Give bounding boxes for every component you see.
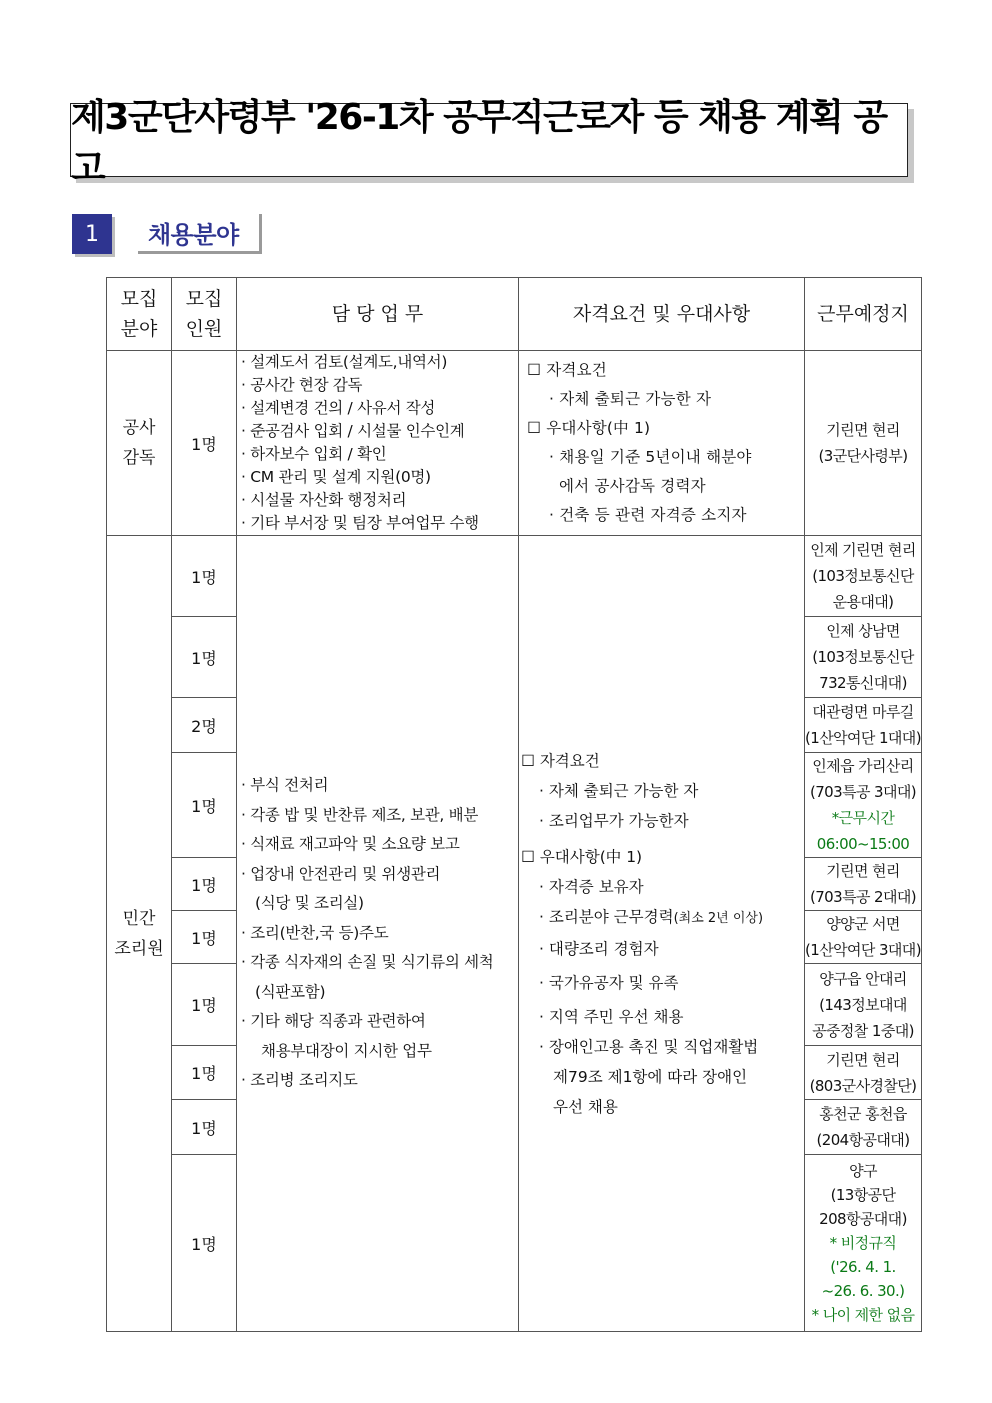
count-cell: 1명 — [172, 858, 237, 911]
table-row-construction — [107, 351, 922, 536]
field-cell: 민간 조리원 — [107, 536, 172, 1332]
header-location: 근무예정지 — [805, 278, 922, 351]
header-row — [107, 278, 922, 351]
count-cell: 1명 — [172, 1155, 237, 1332]
count-cell: 1명 — [172, 1046, 237, 1100]
location-cell: 양구읍 안대리 (143정보대대 공중정찰 1중대) — [805, 964, 922, 1046]
recruitment-table — [106, 277, 922, 1332]
section-label-box — [138, 214, 262, 254]
location-cell: 양양군 서면 (1산악여단 3대대) — [805, 911, 922, 964]
count-cell: 1명 — [172, 753, 237, 858]
header-qual: 자격요건 및 우대사항 — [519, 278, 805, 351]
duty-cell: · 부식 전처리 · 각종 밥 및 반찬류 제조, 보관, 배분 · 식재료 재고파악 및 소요량 보고 · 업장내 안전관리 및 위생관리 (식당 및 조리실) · 조리(반찬,국 등)주도 · 각종 식자재의 손질 및 식기류의 세척 (식판포함) · 기타 해당 직종과 관련하여 채용부대장이 지시한 업무 · 조리병 조리지도 — [237, 536, 519, 1332]
section-label: 채용분야 — [148, 221, 239, 249]
location-cell: 인제읍 가리산리 (703특공 3대대) *근무시간 06:00~15:00 — [805, 753, 922, 858]
header-field: 모집 분야 — [107, 278, 172, 351]
count-cell: 1명 — [172, 536, 237, 617]
location-cell: 기린면 현리 (703특공 2대대) — [805, 858, 922, 911]
location-cell: 양구 (13항공단 208항공대대) * 비정규직 ('26. 4. 1. ~26. 6. 30.) * 나이 제한 없음 — [805, 1155, 922, 1332]
location-cell: 인제 상남면 (103정보통신단 732통신대대) — [805, 617, 922, 698]
table-row-cook-1 — [107, 536, 922, 617]
header-duty: 담 당 업 무 — [237, 278, 519, 351]
location-cell: 인제 기린면 현리 (103정보통신단 운용대대) — [805, 536, 922, 617]
qual-cell: ☐ 자격요건 · 자체 출퇴근 가능한 자 · 조리업무가 가능한자 ☐ 우대사항(中 1) · 자격증 보유자 · 조리분야 근무경력(최소 2년 이상) · 대량조리 경험자 · 국가유공자 및 유족 · 지역 주민 우선 채용 · 장애인고용 촉진 및 직업재활법 제79조 제1항에 따라 장애인 우선 채용 — [519, 536, 805, 1332]
count-cell: 1명 — [172, 964, 237, 1046]
location-cell: 홍천군 홍천읍 (204항공대대) — [805, 1100, 922, 1155]
page-title: 제3군단사령부 '26-1차 공무직근로자 등 채용 계획 공고 — [71, 97, 887, 189]
location-cell: 기린면 현리 (3군단사령부) — [805, 351, 922, 536]
count-cell: 1명 — [172, 617, 237, 698]
section-number — [72, 214, 112, 254]
location-cell: 기린면 현리 (803군사경찰단) — [805, 1046, 922, 1100]
section-number-text: 1 — [85, 221, 99, 247]
count-cell: 2명 — [172, 698, 237, 753]
header-count: 모집 인원 — [172, 278, 237, 351]
duty-cell: · 설계도서 검토(설계도,내역서) · 공사간 현장 감독 · 설계변경 건의 / 사유서 작성 · 준공검사 입회 / 시설물 인수인계 · 하자보수 입회 / 확인 · CM 관리 및 설계 지원(0명) · 시설물 자산화 행정처리 · 기타 부서장 및 팀장 부여업무 수행 — [237, 351, 519, 536]
title-box — [70, 97, 908, 189]
count-cell: 1명 — [172, 351, 237, 536]
qual-cell: ☐ 자격요건 · 자체 출퇴근 가능한 자 ☐ 우대사항(中 1) · 채용일 기준 5년이내 해분야 에서 공사감독 경력자 · 건축 등 관련 자격증 소지자 — [519, 351, 805, 536]
count-cell: 1명 — [172, 911, 237, 964]
field-cell: 공사 감독 — [107, 351, 172, 536]
location-cell: 대관령면 마루길 (1산악여단 1대대) — [805, 698, 922, 753]
count-cell: 1명 — [172, 1100, 237, 1155]
